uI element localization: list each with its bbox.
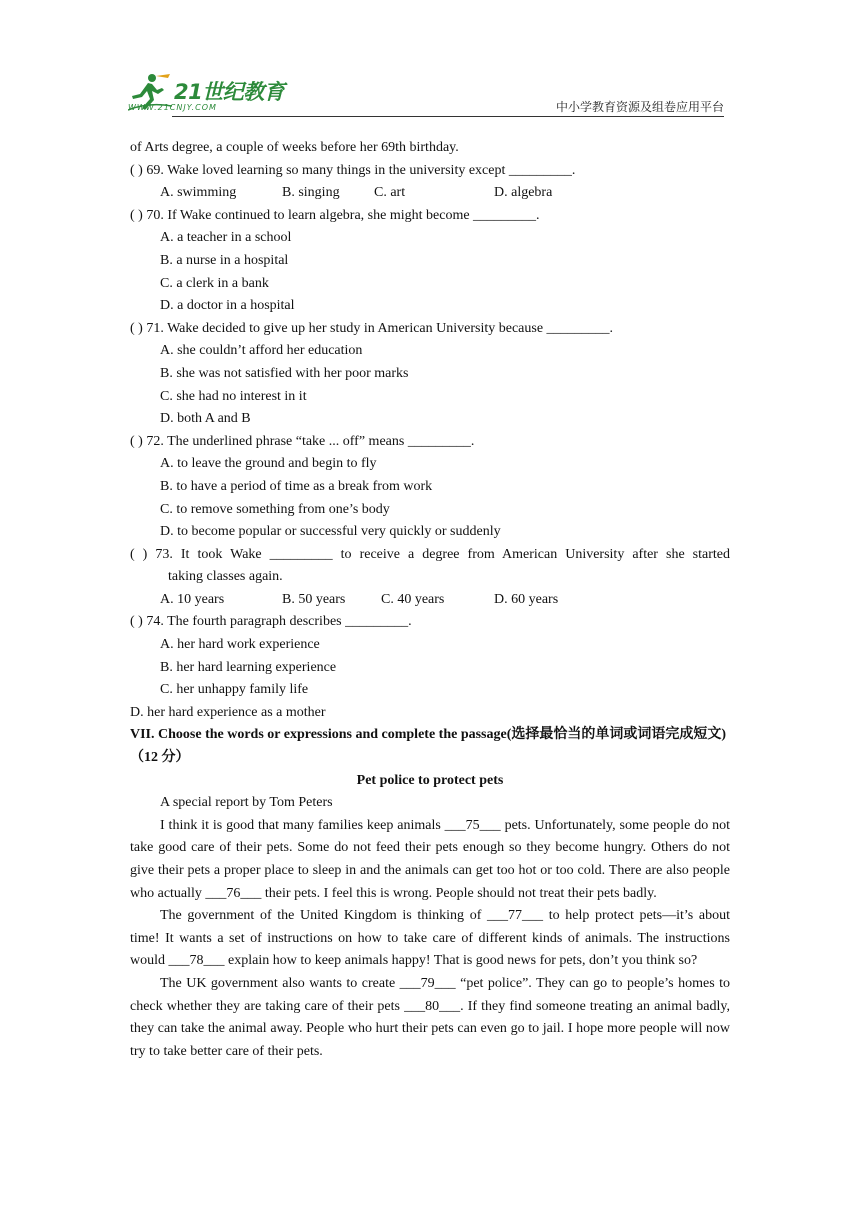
option-d: D. to become popular or successful very quickly or suddenly <box>160 524 501 540</box>
passage-title: Pet police to protect pets <box>356 772 504 788</box>
option-b: B. 50 years <box>282 591 346 607</box>
logo <box>128 70 298 116</box>
question-72: ( ) 72. The underlined phrase “take ... off” means _________. <box>130 433 475 449</box>
question-69-options <box>130 182 730 205</box>
question-73-options <box>130 589 730 612</box>
option-d: D. a doctor in a hospital <box>160 298 295 314</box>
question-69: ( ) 69. Wake loved learning so many things in the university except _________. <box>130 162 576 178</box>
document-body <box>130 137 730 1063</box>
question-70: ( ) 70. If Wake continued to learn algebra, she might become _________. <box>130 207 540 223</box>
option-b: B. singing <box>282 185 340 201</box>
page-header <box>128 70 724 118</box>
question-74: ( ) 74. The fourth paragraph describes _________. <box>130 614 412 630</box>
section-heading: VII. Choose the words or expressions and complete the passage(选择最恰当的单词或词语完成短文)（12 分） <box>130 727 727 766</box>
option-b: B. to have a period of time as a break from work <box>160 478 433 494</box>
question-73-continuation: taking classes again. <box>168 569 283 585</box>
byline: A special report by Tom Peters <box>160 795 333 811</box>
option-d: D. her hard experience as a mother <box>130 704 326 720</box>
question-71: ( ) 71. Wake decided to give up her study in American University because _________. <box>130 320 614 336</box>
option-d: D. algebra <box>494 185 553 201</box>
option-a: A. a teacher in a school <box>160 230 292 246</box>
option-a: A. she couldn’t afford her education <box>160 343 363 359</box>
option-c: C. 40 years <box>381 591 445 607</box>
paragraph: The government of the United Kingdom is thinking of ___77___ to help protect pets—it’s about time! It wants a set of instructions on how to take care of different kinds of animals. The instructions would ___78___ explain how to keep animals happy! That is good news for pets, don’t you think so? <box>130 908 730 969</box>
paragraph: I think it is good that many families keep animals ___75___ pets. Unfortunately, some people do not take good care of their pets. Some do not feed their pets enough so they become hungry. Others do not give their pets a proper place to sleep in and the animals can get too hot or too cold. There are also people who actually ___76___ their pets. I feel this is wrong. People should not treat their pets badly. <box>130 817 730 901</box>
option-c: C. to remove something from one’s body <box>160 501 390 517</box>
logo-text: 21世纪教育 <box>174 80 285 104</box>
paragraph: The UK government also wants to create ___79___ “pet police”. They can go to people’s homes to check whether they are taking care of their pets ___80___. If they find someone treating an animal badly, they can take the animal away. People who hurt their pets can even go to jail. I hope more people will now try to take better care of their pets. <box>130 975 730 1059</box>
option-d: D. 60 years <box>494 591 559 607</box>
option-c: C. art <box>374 185 406 201</box>
header-platform-name: 中小学教育资源及组卷应用平台 <box>555 100 724 114</box>
logo-url: WWW.21CNJY.COM <box>128 103 217 112</box>
option-a: A. to leave the ground and begin to fly <box>160 456 377 472</box>
option-b: B. she was not satisfied with her poor marks <box>160 365 409 381</box>
question-73: ( ) 73. It took Wake _________ to receive a degree from American University after she started <box>130 546 730 562</box>
option-a: A. her hard work experience <box>160 637 320 653</box>
option-a: A. swimming <box>160 185 237 201</box>
option-d: D. both A and B <box>160 411 251 427</box>
option-c: C. she had no interest in it <box>160 388 307 404</box>
option-b: B. her hard learning experience <box>160 659 337 675</box>
text-line: of Arts degree, a couple of weeks before her 69th birthday. <box>130 140 459 155</box>
header-divider <box>172 116 724 117</box>
option-c: C. her unhappy family life <box>160 682 309 698</box>
option-c: C. a clerk in a bank <box>160 275 269 291</box>
option-b: B. a nurse in a hospital <box>160 252 289 268</box>
option-a: A. 10 years <box>160 591 225 607</box>
